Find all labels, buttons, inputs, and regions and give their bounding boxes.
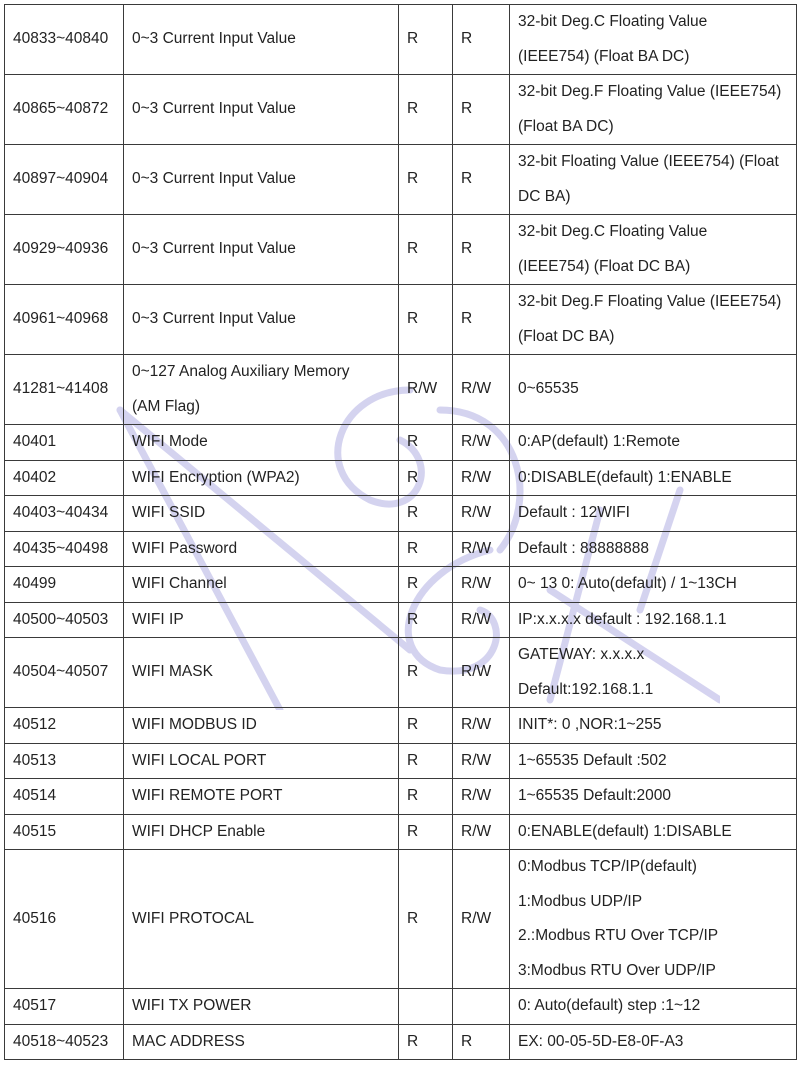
address-cell: 40504~40507 [5,638,124,708]
address-cell: 40516 [5,850,124,989]
access-cell: R/W [453,602,510,638]
address-cell: 40865~40872 [5,75,124,145]
access-cell: R/W [453,638,510,708]
register-name-line: 0~3 Current Input Value [132,310,296,328]
description-line: IP:x.x.x.x default : 192.168.1.1 [518,610,727,628]
access-cell: R [399,75,453,145]
address-cell: 40512 [5,708,124,744]
description-cell [510,602,797,638]
address-cell: 40961~40968 [5,285,124,355]
description-line: 32-bit Deg.F Floating Value (IEEE754) [518,83,782,100]
access-cell: R [399,460,453,496]
description-line: 32-bit Deg.C Floating Value [518,223,708,240]
description-cell [510,814,797,850]
table-row [5,779,797,815]
description-line: 32-bit Deg.C Floating Value [518,13,708,30]
description-cell [510,496,797,532]
access-cell: R [399,638,453,708]
table-row [5,989,797,1025]
address-cell: 40518~40523 [5,1024,124,1060]
access-cell: R/W [453,567,510,603]
description-line: 32-bit Floating Value (IEEE754) (Float [518,153,779,170]
table-row [5,638,797,708]
register-name-line: 0~3 Current Input Value [132,100,296,118]
register-name-line: (AM Flag) [132,397,201,415]
description-line: 0:Modbus TCP/IP(default) [518,858,697,875]
access-cell: R [453,5,510,75]
address-cell: 40513 [5,743,124,779]
register-name-cell [124,1024,399,1060]
access-cell: R [399,285,453,355]
description-line: 1~65535 Default :502 [518,751,667,769]
register-name-line: WIFI REMOTE PORT [132,787,283,804]
table-row [5,708,797,744]
access-cell: R/W [453,531,510,567]
address-cell: 40402 [5,460,124,496]
register-name-line: WIFI IP [132,610,184,628]
register-name-cell [124,531,399,567]
register-name-cell [124,602,399,638]
register-name-line: WIFI PROTOCAL [132,909,255,927]
description-cell [510,743,797,779]
description-cell [510,1024,797,1060]
description-cell [510,638,797,708]
register-name-line: WIFI TX POWER [132,997,252,1014]
register-name-cell [124,638,399,708]
register-name-cell [124,425,399,461]
description-cell [510,708,797,744]
access-cell: R/W [453,460,510,496]
register-name-cell [124,145,399,215]
description-line: GATEWAY: x.x.x.x [518,646,645,663]
register-name-cell [124,5,399,75]
register-name-cell [124,285,399,355]
register-name-line: 0~3 Current Input Value [132,30,296,48]
description-line: 0~65535 [518,380,579,398]
table-row [5,355,797,425]
access-cell: R [453,215,510,285]
table-row [5,215,797,285]
access-cell: R [399,425,453,461]
access-cell: R [453,75,510,145]
table-row [5,496,797,532]
description-cell [510,850,797,989]
description-cell [510,355,797,425]
description-cell [510,425,797,461]
description-line: Default : 88888888 [518,539,649,557]
address-cell: 40929~40936 [5,215,124,285]
register-name-line: WIFI MODBUS ID [132,716,257,733]
table-row [5,602,797,638]
description-line: INIT*: 0 ,NOR:1~255 [518,716,662,733]
description-line: 1:Modbus UDP/IP [518,892,643,910]
register-name-cell [124,814,399,850]
address-cell: 40401 [5,425,124,461]
access-cell: R/W [453,355,510,425]
access-cell: R [399,743,453,779]
address-cell: 40499 [5,567,124,603]
register-name-cell [124,75,399,145]
description-cell [510,145,797,215]
address-cell: 40515 [5,814,124,850]
address-cell: 40500~40503 [5,602,124,638]
description-line: (Float BA DC) [518,117,614,135]
register-name-line: WIFI Encryption (WPA2) [132,468,300,486]
description-line: 3:Modbus RTU Over UDP/IP [518,961,716,979]
table-row [5,814,797,850]
description-line: 1~65535 Default:2000 [518,787,671,804]
table-row [5,460,797,496]
register-name-cell [124,850,399,989]
description-cell [510,779,797,815]
access-cell: R/W [453,779,510,815]
register-name-line: WIFI Channel [132,575,227,592]
description-line: 2.:Modbus RTU Over TCP/IP [518,927,719,944]
register-name-line: WIFI MASK [132,663,213,681]
register-name-line: WIFI Mode [132,433,208,450]
address-cell: 40517 [5,989,124,1025]
access-cell: R [399,602,453,638]
register-name-line: WIFI SSID [132,504,206,521]
description-line: 32-bit Deg.F Floating Value (IEEE754) [518,293,782,310]
register-name-cell [124,460,399,496]
access-cell: R/W [399,355,453,425]
register-table-body [5,5,797,1060]
table-row [5,567,797,603]
address-cell: 40897~40904 [5,145,124,215]
access-cell: R/W [453,743,510,779]
description-line: EX: 00-05-5D-E8-0F-A3 [518,1032,684,1050]
access-cell: R [399,567,453,603]
table-row [5,531,797,567]
address-cell: 40435~40498 [5,531,124,567]
access-cell: R [399,814,453,850]
table-row [5,145,797,215]
description-cell [510,460,797,496]
access-cell: R [399,145,453,215]
register-name-cell [124,567,399,603]
access-cell: R [453,285,510,355]
register-name-cell [124,779,399,815]
description-line: (IEEE754) (Float DC BA) [518,257,691,275]
register-name-cell [124,496,399,532]
access-cell: R/W [453,496,510,532]
description-cell [510,75,797,145]
table-row [5,285,797,355]
register-name-line: WIFI DHCP Enable [132,822,266,840]
register-name-line: WIFI Password [132,539,238,557]
register-table [4,4,797,1060]
access-cell [453,989,510,1025]
table-row [5,5,797,75]
access-cell: R [453,145,510,215]
address-cell: 40403~40434 [5,496,124,532]
register-name-line: 0~127 Analog Auxiliary Memory [132,363,350,380]
table-row [5,743,797,779]
register-name-cell [124,989,399,1025]
access-cell: R/W [453,850,510,989]
description-line: 0:AP(default) 1:Remote [518,433,680,450]
access-cell: R [399,5,453,75]
description-line: DC BA) [518,187,571,205]
access-cell: R [399,708,453,744]
access-cell: R [399,1024,453,1060]
description-cell [510,567,797,603]
access-cell: R/W [453,425,510,461]
register-name-cell [124,743,399,779]
table-row [5,425,797,461]
register-name-cell [124,708,399,744]
access-cell: R/W [453,814,510,850]
description-line: 0:ENABLE(default) 1:DISABLE [518,822,732,840]
address-cell: 40833~40840 [5,5,124,75]
description-cell [510,531,797,567]
description-line: Default : 12WIFI [518,504,630,521]
access-cell: R [399,779,453,815]
description-line: (IEEE754) (Float BA DC) [518,47,690,65]
table-row [5,1024,797,1060]
register-name-line: WIFI LOCAL PORT [132,751,267,769]
access-cell [399,989,453,1025]
description-cell [510,989,797,1025]
address-cell: 40514 [5,779,124,815]
description-cell [510,215,797,285]
description-cell [510,5,797,75]
description-line: 0: Auto(default) step :1~12 [518,997,701,1014]
description-cell [510,285,797,355]
access-cell: R [399,496,453,532]
access-cell: R [399,850,453,989]
register-name-line: 0~3 Current Input Value [132,240,296,258]
register-name-cell [124,215,399,285]
table-row [5,850,797,989]
address-cell: 41281~41408 [5,355,124,425]
register-name-cell [124,355,399,425]
description-line: 0~ 13 0: Auto(default) / 1~13CH [518,575,737,592]
access-cell: R/W [453,708,510,744]
description-line: (Float DC BA) [518,327,615,345]
description-line: Default:192.168.1.1 [518,680,654,698]
register-name-line: MAC ADDRESS [132,1032,245,1050]
register-name-line: 0~3 Current Input Value [132,170,296,188]
description-line: 0:DISABLE(default) 1:ENABLE [518,468,732,486]
access-cell: R [453,1024,510,1060]
table-row [5,75,797,145]
access-cell: R [399,531,453,567]
access-cell: R [399,215,453,285]
